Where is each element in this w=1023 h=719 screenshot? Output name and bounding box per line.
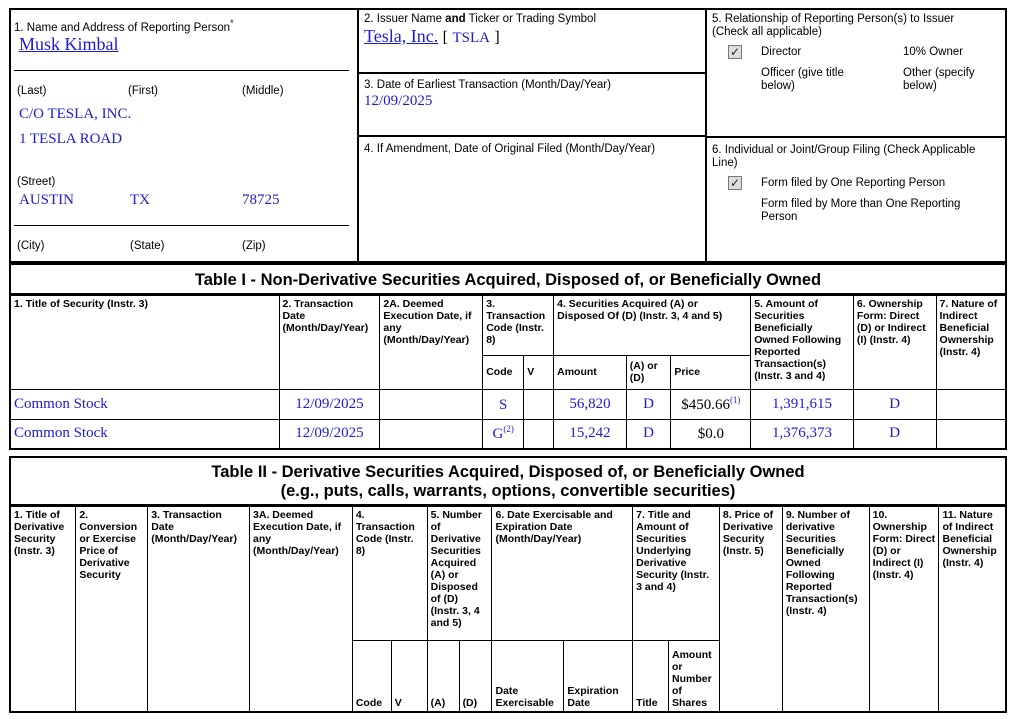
director-label: Director	[761, 46, 802, 58]
other-label: Other (specify	[903, 67, 975, 79]
t1-amount-header: Amount	[554, 355, 627, 389]
one-person-label: Form filed by One Reporting Person	[761, 177, 946, 189]
t1-h7: 7. Nature of Indirect Beneficial Ownership (Instr. 4)	[936, 295, 1006, 389]
earliest-transaction-date: 12/09/2025	[364, 93, 433, 109]
t1-v	[524, 389, 554, 419]
box5-label: 5. Relationship of Reporting Person(s) to Issuer	[712, 13, 955, 25]
t1-owned: 1,376,373	[751, 419, 854, 449]
box4-label: 4. If Amendment, Date of Original Filed (Month/Day/Year)	[364, 143, 656, 155]
t2-h3a: 3A. Deemed Execution Date, if any (Month/Day/Year)	[250, 506, 353, 712]
city-value: AUSTIN	[19, 192, 74, 208]
t2-h1: 1. Title of Derivative Security (Instr. 3)	[10, 506, 76, 712]
t1-nature	[936, 389, 1006, 419]
t2-date-exercisable-header: Date Exercisable	[492, 640, 564, 712]
street-label: (Street)	[17, 176, 56, 188]
table1-caption: Table I - Non-Derivative Securities Acquired, Disposed of, or Beneficially Owned	[194, 271, 822, 289]
bracket-close: ]	[494, 29, 500, 46]
t1-form: D	[853, 389, 936, 419]
t1-ad-header: (A) or (D)	[626, 355, 671, 389]
t1-v	[524, 419, 554, 449]
table-row	[10, 389, 1006, 419]
table1	[9, 294, 1007, 450]
t1-code: S	[483, 389, 524, 419]
first-label: (First)	[128, 85, 159, 97]
table-row	[10, 419, 1006, 449]
t1-h5: 5. Amount of Securities Beneficially Owned Following Reported Transaction(s) (Instr. 3 and 4)	[751, 295, 854, 389]
box1-label: 1. Name and Address of Reporting Person*	[14, 18, 234, 34]
t1-h1: 1. Title of Security (Instr. 3)	[10, 295, 279, 389]
other-label-2: below)	[903, 80, 937, 92]
t2-expiration-header: Expiration Date	[564, 640, 633, 712]
t1-price: $450.66$^{(1)}$	[671, 389, 751, 419]
t1-nature	[936, 419, 1006, 449]
t2-h3: 3. Transaction Date (Month/Day/Year)	[148, 506, 250, 712]
t1-ad: D	[626, 389, 671, 419]
t1-h6: 6. Ownership Form: Direct (D) or Indirect (I) (Instr. 4)	[853, 295, 936, 389]
t2-h4: 4. Transaction Code (Instr. 8)	[352, 506, 427, 640]
t1-form: D	[853, 419, 936, 449]
t2-v-header: V	[391, 640, 427, 712]
t1-code-header: Code	[483, 355, 524, 389]
box3-label: 3. Date of Earliest Transaction (Month/Day/Year)	[364, 79, 611, 91]
last-label: (Last)	[17, 85, 47, 97]
box2-label: 2. Issuer Name and Ticker or Trading Symbol	[364, 13, 597, 25]
t2-d-header: (D)	[459, 640, 492, 712]
t2-amount-shares-header: Amount or Number of Shares	[669, 640, 720, 712]
address-line-2: 1 TESLA ROAD	[19, 131, 123, 147]
issuer-line	[364, 26, 500, 47]
t1-deemed-date	[380, 419, 483, 449]
one-person-checkbox[interactable]: ✓	[729, 176, 741, 190]
city-label: (City)	[17, 240, 45, 252]
more-persons-label-2: Person	[761, 211, 798, 223]
t1-h3: 3. Transaction Code (Instr. 8)	[483, 295, 554, 355]
zip-value: 78725	[242, 192, 280, 208]
t1-h2a: 2A. Deemed Execution Date, if any (Month/Day/Year)	[380, 295, 483, 389]
box6-label-2: Line)	[712, 157, 738, 169]
t2-h11: 11. Nature of Indirect Beneficial Ownership (Instr. 4)	[939, 506, 1006, 712]
t1-ad: D	[626, 419, 671, 449]
t2-title-header: Title	[633, 640, 669, 712]
officer-label: Officer (give title	[761, 67, 844, 79]
zip-label: (Zip)	[242, 240, 266, 252]
t1-price: $0.0	[671, 419, 751, 449]
reporting-person-name-link[interactable]: Musk Kimbal	[19, 34, 119, 54]
t1-title: Common Stock	[10, 419, 279, 449]
box5-label-2: (Check all applicable)	[712, 26, 822, 38]
box6-label: 6. Individual or Joint/Group Filing (Check Applicable	[712, 144, 976, 156]
table2-caption-2: (e.g., puts, calls, warrants, options, convertible securities)	[280, 482, 736, 500]
officer-label-2: below)	[761, 80, 795, 92]
t1-date: 12/09/2025	[279, 389, 380, 419]
t1-h2: 2. Transaction Date (Month/Day/Year)	[279, 295, 380, 389]
bracket-open: [	[442, 29, 448, 46]
t2-h9: 9. Number of derivative Securities Beneficially Owned Following Reported Transaction(s) (Instr. 4)	[782, 506, 869, 712]
t2-h5: 5. Number of Derivative Securities Acquired (A) or Disposed of (D) (Instr. 3, 4 and 5)	[427, 506, 492, 640]
table2-caption: Table II - Derivative Securities Acquired, Disposed of, or Beneficially Owned	[211, 463, 805, 481]
t2-h2: 2. Conversion or Exercise Price of Derivative Security	[76, 506, 148, 712]
t1-code: $G^{(2)}$	[483, 419, 524, 449]
state-value: TX	[130, 192, 150, 208]
t1-h4: 4. Securities Acquired (A) or Disposed Of (D) (Instr. 3, 4 and 5)	[554, 295, 751, 355]
t1-owned: 1,391,615	[751, 389, 854, 419]
t1-amount: 56,820	[554, 389, 627, 419]
divider	[14, 225, 349, 226]
address-line-1: C/O TESLA, INC.	[19, 106, 132, 122]
t1-amount: 15,242	[554, 419, 627, 449]
t2-a-header: (A)	[427, 640, 459, 712]
t2-h6: 6. Date Exercisable and Expiration Date (Month/Day/Year)	[492, 506, 633, 640]
more-persons-label: Form filed by More than One Reporting	[761, 198, 961, 210]
t1-price-header: Price	[671, 355, 751, 389]
issuer-name-link[interactable]: Tesla, Inc.	[364, 26, 439, 46]
t1-v-header: V	[524, 355, 554, 389]
divider	[14, 70, 349, 71]
t2-h10: 10. Ownership Form: Direct (D) or Indirect (I) (Instr. 4)	[869, 506, 939, 712]
t1-deemed-date	[380, 389, 483, 419]
t1-title: Common Stock	[10, 389, 279, 419]
ticker-symbol: TSLA	[452, 30, 490, 46]
t1-date: 12/09/2025	[279, 419, 380, 449]
t2-h8: 8. Price of Derivative Security (Instr. 5)	[719, 506, 782, 712]
middle-label: (Middle)	[242, 85, 284, 97]
t2-h7: 7. Title and Amount of Securities Underlying Derivative Security (Instr. 3 and 4)	[633, 506, 720, 640]
ten-percent-owner-label: 10% Owner	[903, 46, 964, 58]
state-label: (State)	[130, 240, 165, 252]
t2-code-header: Code	[352, 640, 391, 712]
director-checkbox[interactable]: ✓	[729, 45, 741, 59]
table2	[9, 505, 1007, 713]
